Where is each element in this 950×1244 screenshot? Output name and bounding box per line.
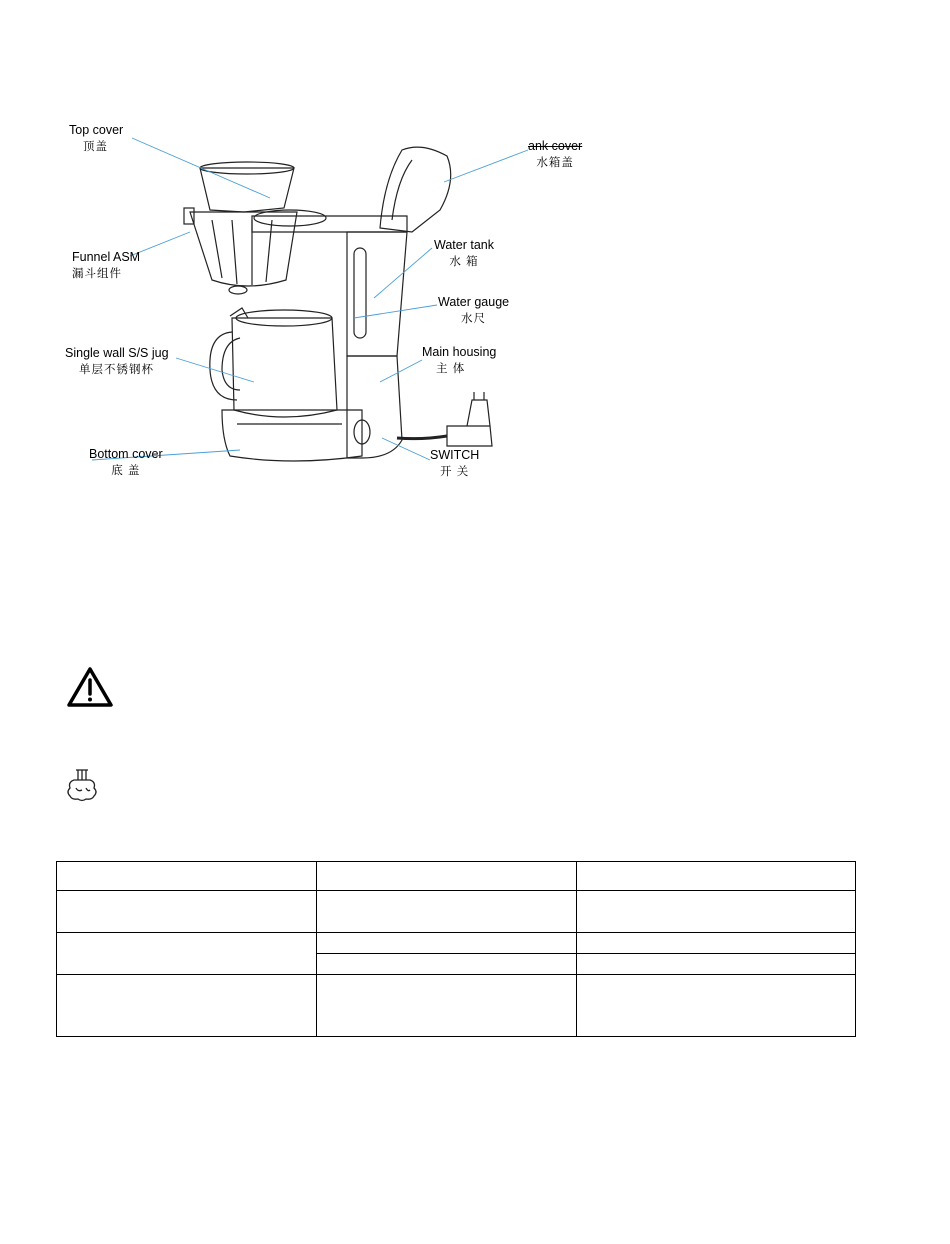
table-cell [57, 891, 317, 933]
label-tank-cover [528, 139, 582, 170]
table-row [57, 933, 856, 954]
label-bottom-cover-en: Bottom cover [89, 447, 163, 461]
table-cell [317, 862, 577, 891]
coffee-maker-diagram [62, 120, 590, 480]
hand-pointing-icon [64, 768, 100, 802]
table-cell [577, 933, 856, 954]
table-cell [317, 975, 577, 1037]
table-row [57, 975, 856, 1037]
label-tank-cover-cn: 水箱盖 [536, 157, 574, 169]
warning-triangle-icon [66, 666, 114, 708]
table-cell [57, 862, 317, 891]
table-cell [577, 975, 856, 1037]
funnel-body [190, 212, 297, 286]
label-funnel [72, 250, 140, 281]
label-water-gauge [438, 295, 509, 326]
label-water-tank [434, 238, 494, 269]
table-row [57, 891, 856, 933]
label-water-gauge-en: Water gauge [438, 295, 510, 309]
jug-outline [232, 318, 337, 417]
label-jug-en: Single wall S/S jug [65, 346, 169, 360]
water-tank-outline [347, 232, 407, 356]
specification-table [56, 861, 856, 1037]
label-water-tank-cn: 水 箱 [449, 256, 479, 268]
funnel-top-outline [200, 168, 294, 212]
label-jug [65, 346, 169, 377]
base-outline [222, 410, 362, 461]
table-cell [577, 954, 856, 975]
label-switch [430, 448, 479, 479]
table-cell [577, 891, 856, 933]
table-row [57, 862, 856, 891]
label-funnel-en: Funnel ASM [72, 250, 141, 264]
label-water-tank-en: Water tank [434, 238, 494, 252]
label-top-cover-cn: 顶盖 [83, 141, 108, 153]
table-cell [57, 933, 317, 975]
label-main-housing-en: Main housing [422, 345, 497, 359]
coffee-maker-drawing [62, 120, 590, 480]
label-switch-cn: 开 关 [440, 466, 470, 478]
table-cell [577, 862, 856, 891]
main-housing-outline [347, 356, 402, 458]
label-bottom-cover-cn: 底 盖 [111, 465, 141, 477]
table-cell [57, 975, 317, 1037]
label-jug-cn: 单层不锈钢杯 [79, 364, 154, 376]
label-top-cover-en: Top cover [69, 123, 124, 137]
label-main-housing [422, 345, 496, 376]
label-water-gauge-cn: 水尺 [461, 313, 487, 325]
label-tank-cover-en: ank cover [528, 139, 583, 153]
label-bottom-cover [89, 447, 163, 478]
label-switch-en: SWITCH [430, 448, 480, 462]
tank-cover-outline [380, 147, 451, 232]
label-funnel-cn: 漏斗组件 [72, 268, 122, 280]
table-cell [317, 891, 577, 933]
label-top-cover [69, 123, 123, 154]
table-cell [317, 954, 577, 975]
label-main-housing-cn: 主 体 [436, 363, 466, 375]
table-cell [317, 933, 577, 954]
